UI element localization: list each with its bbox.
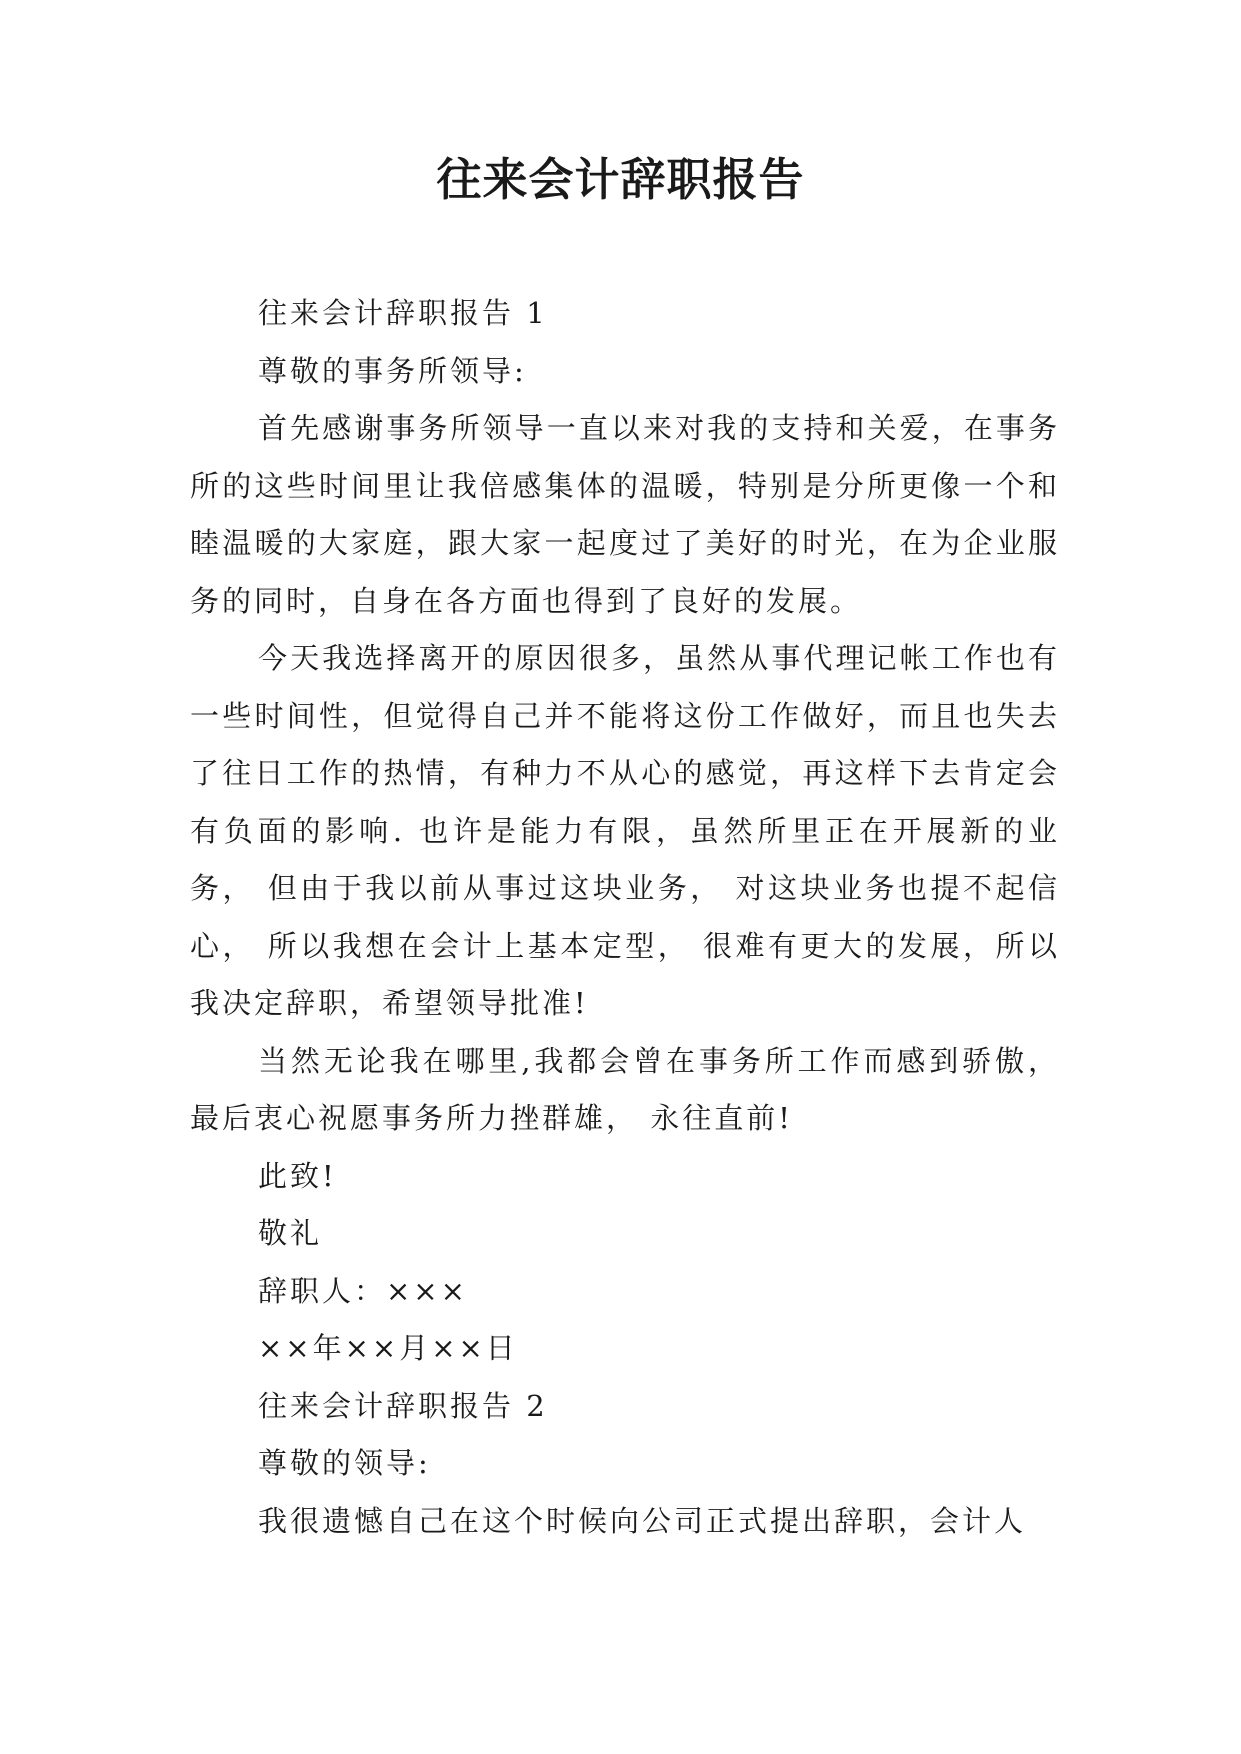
closing-phrase: 此致! <box>258 1158 337 1193</box>
salutation: 尊敬的事务所领导: <box>258 353 527 388</box>
body-paragraph: 首先感谢事务所领导一直以来对我的支持和关爱，在事务所的这些时间里让我倍感集体的温暖，特别是分所更像一个和睦温暖的大家庭，跟大家一起度过了美好的时光，在为企业服务的同时，自身在各方面也得到了良好的发展。 <box>190 411 1060 618</box>
date-line: ××年××月××日 <box>258 1331 518 1365</box>
signature-line: 辞职人：××× <box>258 1273 468 1308</box>
document-title: 往来会计辞职报告 <box>436 153 805 206</box>
salutation: 尊敬的领导: <box>258 1446 431 1480</box>
section-heading-1: 往来会计辞职报告 1 <box>258 296 548 330</box>
body-paragraph: 我很遗憾自己在这个时候向公司正式提出辞职，会计人 <box>258 1503 1027 1538</box>
body-paragraph: 今天我选择离开的原因很多，虽然从事代理记帐工作也有一些时间性，但觉得自己并不能将这份工作做好，而且也失去了往日工作的热情，有种力不从心的感觉，再这样下去肯定会有负面的影响. 也许是能力有限，虽然所里正在开展新的业务， 但由于我以前从事过这块业务， 对这块业务也提不起信心， 所以我想在会计上基本定型， 很难有更大的发展，所以我决定辞职，希望领导批准! <box>190 641 1060 1020</box>
document-body <box>190 285 1060 1550</box>
body-paragraph: 当然无论我在哪里,我都会曾在事务所工作而感到骄傲，最后衷心祝愿事务所力挫群雄， 永往直前! <box>190 1043 1060 1135</box>
closing-salute: 敬礼 <box>258 1216 323 1250</box>
section-heading-2: 往来会计辞职报告 2 <box>258 1388 548 1423</box>
